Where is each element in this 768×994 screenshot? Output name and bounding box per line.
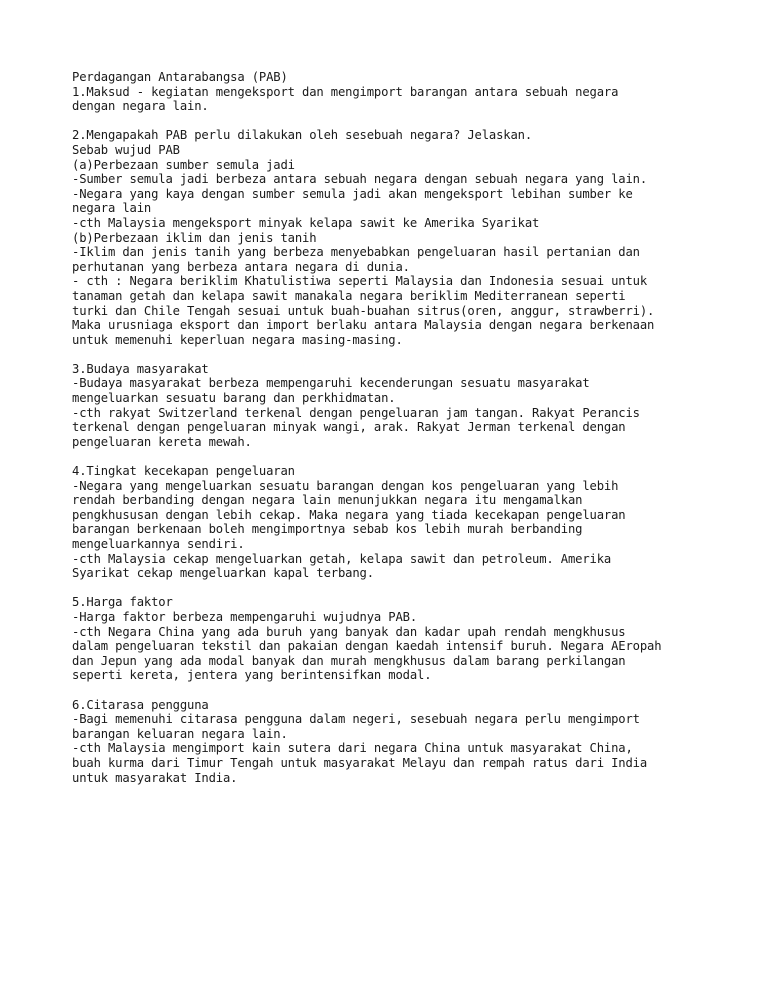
text-line: buah kurma dari Timur Tengah untuk masyarakat Melayu dan rempah ratus dari India (72, 755, 647, 770)
paragraph-block (72, 70, 712, 114)
document-body (72, 70, 712, 800)
text-line: 3.Budaya masyarakat (72, 361, 209, 376)
text-line: negara lain (72, 201, 152, 216)
text-line: -Negara yang kaya dengan sumber semula jadi akan mengeksport lebihan sumber ke (72, 186, 633, 201)
text-line: turki dan Chile Tengah sesuai untuk buah-buahan sitrus(oren, anggur, strawberri). (72, 303, 655, 318)
text-line: pengeluaran kereta mewah. (72, 434, 252, 449)
text-line: -cth rakyat Switzerland terkenal dengan pengeluaran jam tangan. Rakyat Perancis (72, 405, 640, 420)
text-line: untuk memenuhi keperluan negara masing-masing. (72, 332, 403, 347)
paragraph-block (72, 595, 712, 683)
text-line: 5.Harga faktor (72, 595, 173, 610)
text-line: tanaman getah dan kelapa sawit manakala negara beriklim Mediterranean seperti (72, 288, 626, 303)
text-line: (a)Perbezaan sumber semula jadi (72, 157, 295, 172)
text-line: pengkhususan dengan lebih cekap. Maka negara yang tiada kecekapan pengeluaran (72, 507, 626, 522)
text-line: -Sumber semula jadi berbeza antara sebuah negara dengan sebuah negara yang lain. (72, 172, 647, 187)
text-line: mengeluarkannya sendiri. (72, 537, 245, 551)
paragraph-block (72, 464, 712, 581)
text-line: 2.Mengapakah PAB perlu dilakukan oleh sesebuah negara? Jelaskan. (72, 128, 532, 143)
text-line: -cth Malaysia cekap mengeluarkan getah, kelapa sawit dan petroleum. Amerika (72, 551, 612, 566)
paragraph-block (72, 362, 712, 450)
text-line: rendah berbanding dengan negara lain menunjukkan negara itu mengamalkan (72, 493, 583, 508)
text-line: Syarikat cekap mengeluarkan kapal terbang. (72, 566, 374, 581)
text-line: untuk masyarakat India. (72, 770, 238, 785)
text-line: -Bagi memenuhi citarasa pengguna dalam negeri, sesebuah negara perlu mengimport (72, 712, 640, 727)
text-line: -cth Negara China yang ada buruh yang banyak dan kadar upah rendah mengkhusus (72, 624, 626, 639)
text-line: dan Jepun yang ada modal banyak dan murah mengkhusus dalam barang perkilangan (72, 653, 626, 668)
text-line: 1.Maksud - kegiatan mengeksport dan mengimport barangan antara sebuah negara (72, 84, 619, 99)
text-line: -Negara yang mengeluarkan sesuatu barangan dengan kos pengeluaran yang lebih (72, 478, 619, 493)
paragraph-block (72, 698, 712, 786)
text-line: 4.Tingkat kecekapan pengeluaran (72, 464, 295, 479)
text-line: 6.Citarasa pengguna (72, 697, 209, 712)
text-line: barangan berkenaan boleh mengimportnya sebab kos lebih murah berbanding (72, 522, 583, 537)
text-line: perhutanan yang berbeza antara negara di dunia. (72, 259, 410, 274)
text-line: -cth Malaysia mengimport kain sutera dari negara China untuk masyarakat China, (72, 741, 633, 756)
text-line: - cth : Negara beriklim Khatulistiwa seperti Malaysia dan Indonesia sesuai untuk (72, 274, 647, 289)
text-line: Perdagangan Antarabangsa (PAB) (72, 70, 288, 84)
text-line: mengeluarkan sesuatu barang dan perkhidmatan. (72, 391, 396, 406)
text-line: barangan keluaran negara lain. (72, 726, 288, 741)
text-line: dalam pengeluaran tekstil dan pakaian dengan kaedah intensif buruh. Negara AEropah (72, 639, 662, 654)
text-line: seperti kereta, jentera yang berintensifkan modal. (72, 668, 432, 683)
text-line: -Harga faktor berbeza mempengaruhi wujudnya PAB. (72, 609, 417, 624)
text-line: (b)Perbezaan iklim dan jenis tanih (72, 230, 317, 245)
paragraph-block (72, 128, 712, 347)
text-line: -Iklim dan jenis tanih yang berbeza menyebabkan pengeluaran hasil pertanian dan (72, 245, 640, 260)
text-line: dengan negara lain. (72, 99, 209, 114)
text-line: -Budaya masyarakat berbeza mempengaruhi kecenderungan sesuatu masyarakat (72, 376, 590, 391)
text-line: Maka urusniaga eksport dan import berlaku antara Malaysia dengan negara berkenaan (72, 318, 655, 333)
text-line: terkenal dengan pengeluaran minyak wangi, arak. Rakyat Jerman terkenal dengan (72, 420, 626, 435)
text-line: -cth Malaysia mengeksport minyak kelapa sawit ke Amerika Syarikat (72, 215, 540, 230)
text-line: Sebab wujud PAB (72, 142, 180, 157)
